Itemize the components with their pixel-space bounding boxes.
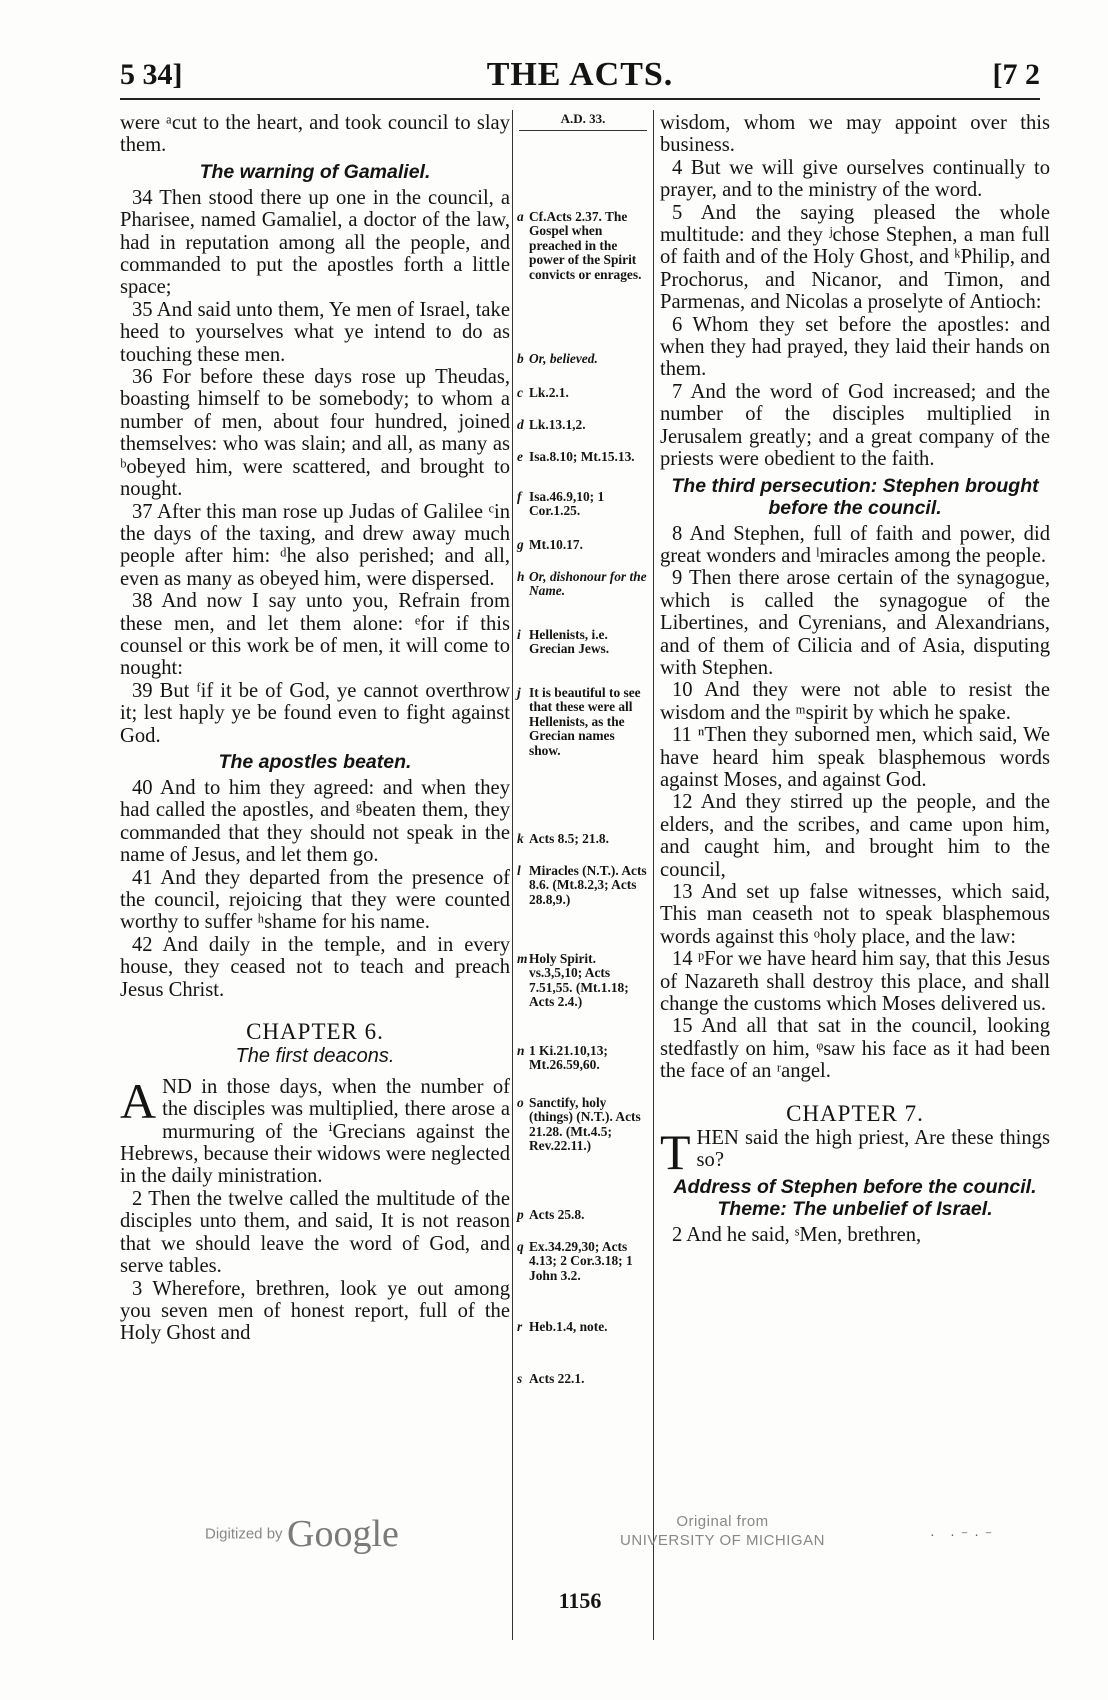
- drop-cap: A: [120, 1072, 157, 1129]
- verse-3: 3 Wherefore, brethren, look ye out among you seven men of honest report, full of the Holy Ghost and: [120, 1277, 510, 1345]
- verse-text: were ᵃcut to the heart, and took council to slay them.: [120, 112, 510, 157]
- chapter-7-verse-1: [660, 1124, 1050, 1181]
- verse-41: 41 And they departed from the presence of the council, rejoicing that they were counted worthy to suffer ʰshame for his name.: [120, 866, 510, 934]
- provenance-watermark: Original from UNIVERSITY OF MICHIGAN: [620, 1513, 825, 1549]
- drop-cap: T: [660, 1124, 691, 1181]
- margin-date: A.D. 33.: [519, 110, 647, 131]
- margin-note: j It is beautiful to see that these were all Hellenists, as the Grecian names show.: [517, 685, 641, 758]
- verse-10: 10 And they were not able to resist the wisdom and the ᵐspirit by which he spake.: [660, 679, 1050, 724]
- chapter-subheading: The first deacons.: [235, 1045, 395, 1068]
- verse-36: 36 For before these days rose up Theudas, boasting himself to be somebody; to whom a number of men, about four hundred, joined themselves: who was slain; and all, as many as ᵇobeyed him, were scattered, and brought to nought.: [120, 366, 510, 501]
- margin-notes-column: [512, 110, 654, 1640]
- chapter-6-verse-1: [120, 1072, 510, 1188]
- margin-note: p Acts 25.8.: [517, 1207, 585, 1222]
- verse-13: 13 And set up false witnesses, which said, This man ceaseth not to speak blasphemous words against this ᵒholy place, and the law:: [660, 881, 1050, 948]
- margin-note: b Or, believed.: [517, 351, 598, 366]
- section-heading: Address of Stephen before the council. Theme: The unbelief of Israel.: [673, 1175, 1037, 1220]
- verse-38: 38 And now I say unto you, Refrain from these men, and let them alone: ᵉfor if this counsel or this work be of men, it will come to nought:: [120, 590, 510, 680]
- verse-14: 14 ᵖFor we have heard him say, that this Jesus of Nazareth shall destroy this place, and shall change the customs which Moses delivered us.: [660, 948, 1050, 1016]
- verse-11: 11 ⁿThen they suborned men, which said, We have heard him speak blasphemous words against Moses, and against God.: [660, 724, 1050, 791]
- margin-note: k Acts 8.5; 21.8.: [517, 831, 609, 846]
- verse-39: 39 But ᶠif it be of God, ye cannot overthrow it; lest haply ye be found even to fight against God.: [120, 679, 510, 747]
- margin-note: a Cf.Acts 2.37. The Gospel when preached in the power of the Spirit convicts or enrages.: [517, 209, 642, 282]
- verse-2: 2 And he said, ˢMen, brethren,: [672, 1223, 922, 1246]
- google-logo: Google: [287, 1513, 399, 1555]
- verse-12: 12 And they stirred up the people, and the elders, and the scribes, and came upon him, and caught him, and brought him to the council,: [660, 791, 1050, 881]
- page-number: 1156: [558, 1588, 602, 1613]
- chapter-heading: CHAPTER 6.: [246, 1019, 384, 1045]
- verse-1-text: HEN said the high priest, Are these things so?: [696, 1127, 1050, 1172]
- section-ref-right: [7 2: [992, 58, 1040, 91]
- verse-4: 4 But we will give ourselves continually to prayer, and to the ministry of the word.: [660, 156, 1050, 202]
- section-heading: The apostles beaten.: [218, 750, 412, 773]
- margin-note: i Hellenists, i.e. Grecian Jews.: [517, 627, 610, 657]
- margin-note: n 1 Ki.21.10,13; Mt.26.59,60.: [517, 1043, 608, 1073]
- right-text-column: [660, 112, 1050, 1632]
- verse-8: 8 And Stephen, full of faith and power, did great wonders and ˡmiracles among the people.: [660, 522, 1050, 567]
- verse-5: 5 And the saying pleased the whole multitude: and they ʲchose Stephen, a man full of faith and of the Holy Ghost, and ᵏPhilip, and Prochorus, and Nicanor, and Timon, and Parmenas, and Nicolas a proselyte of Antioch:: [660, 201, 1050, 314]
- verse-1-text: ND in those days, when the number of the disciples was multiplied, there arose a murmuring of the ⁱGrecians against the Hebrews, because their widows were neglected in the daily ministration.: [120, 1075, 510, 1188]
- verse-15: 15 And all that sat in the council, looking stedfastly on him, ᵠsaw his face as it had been the face of an ʳangel.: [660, 1015, 1050, 1083]
- margin-note: l Miracles (N.T.). Acts 8.6. (Mt.8.2,3; Acts 28.8,9.): [517, 863, 647, 907]
- margin-note: e Isa.8.10; Mt.15.13.: [517, 449, 635, 464]
- verse-40: 40 And to him they agreed: and when they had called the apostles, and ᵍbeaten them, they commanded that they should not speak in the name of Jesus, and let them go.: [120, 776, 510, 867]
- book-title: THE ACTS.: [486, 56, 674, 93]
- margin-note: d Lk.13.1,2.: [517, 417, 586, 432]
- verse-7: 7 And the word of God increased; and the number of the disciples multiplied in Jerusalem greatly; and a great company of the priests were obedient to the faith.: [660, 380, 1050, 471]
- verse-34: 34 Then stood there up one in the council, a Pharisee, named Gamaliel, a doctor of the law, had in reputation among all the people, and commanded to put the apostles forth a little space;: [120, 186, 510, 299]
- section-heading: The third persecution: Stephen brought before the council.: [671, 474, 1039, 519]
- scan-specks: · ·⁻·⁻: [930, 1529, 999, 1544]
- verse-2: 2 Then the twelve called the multitude of the disciples unto them, and said, It is not reason that we should leave the word of God, and serve tables.: [120, 1187, 510, 1278]
- margin-note: r Heb.1.4, note.: [517, 1319, 608, 1334]
- margin-note: s Acts 22.1.: [517, 1371, 585, 1386]
- section-heading: The warning of Gamaliel.: [199, 160, 431, 183]
- verse-9: 9 Then there arose certain of the synagogue, which is called the synagogue of the Libertines, and Cyrenians, and Alexandrians, and of them of Cilicia and of Asia, disputing with Stephen.: [660, 567, 1050, 679]
- chapter-heading: CHAPTER 7.: [786, 1100, 924, 1126]
- verse-37: 37 After this man rose up Judas of Galilee ᶜin the days of the taxing, and drew away much people after him: ᵈhe also perished; and all, even as many as obeyed him, were dispersed.: [120, 500, 510, 590]
- section-ref-left: 5 34]: [120, 58, 183, 91]
- margin-note: f Isa.46.9,10; 1 Cor.1.25.: [517, 489, 605, 519]
- digitized-by-watermark: Digitized by Google: [205, 1513, 399, 1555]
- margin-note: q Ex.34.29,30; Acts 4.13; 2 Cor.3.18; 1 John 3.2.: [517, 1239, 633, 1283]
- page-header: [120, 50, 1040, 100]
- verse-6: 6 Whom they set before the apostles: and when they had prayed, they laid their hands on them.: [660, 313, 1050, 381]
- margin-note: h Or, dishonour for the Name.: [517, 569, 647, 599]
- margin-note: o Sanctify, holy (things) (N.T.). Acts 21.28. (Mt.4.5; Rev.22.11.): [517, 1095, 641, 1154]
- margin-note: c Lk.2.1.: [517, 385, 569, 400]
- verse-42: 42 And daily in the temple, and in every house, they ceased not to teach and preach Jesus Christ.: [120, 933, 510, 1001]
- left-text-column: [120, 112, 510, 1632]
- verse-text: wisdom, whom we may appoint over this business.: [660, 112, 1050, 157]
- verse-35: 35 And said unto them, Ye men of Israel, take heed to yourselves what ye intend to do as touching these men.: [120, 298, 510, 366]
- margin-note: g Mt.10.17.: [517, 537, 583, 552]
- margin-note: m Holy Spirit. vs.3,5,10; Acts 7.51,55. (Mt.1.18; Acts 2.4.): [517, 951, 629, 1010]
